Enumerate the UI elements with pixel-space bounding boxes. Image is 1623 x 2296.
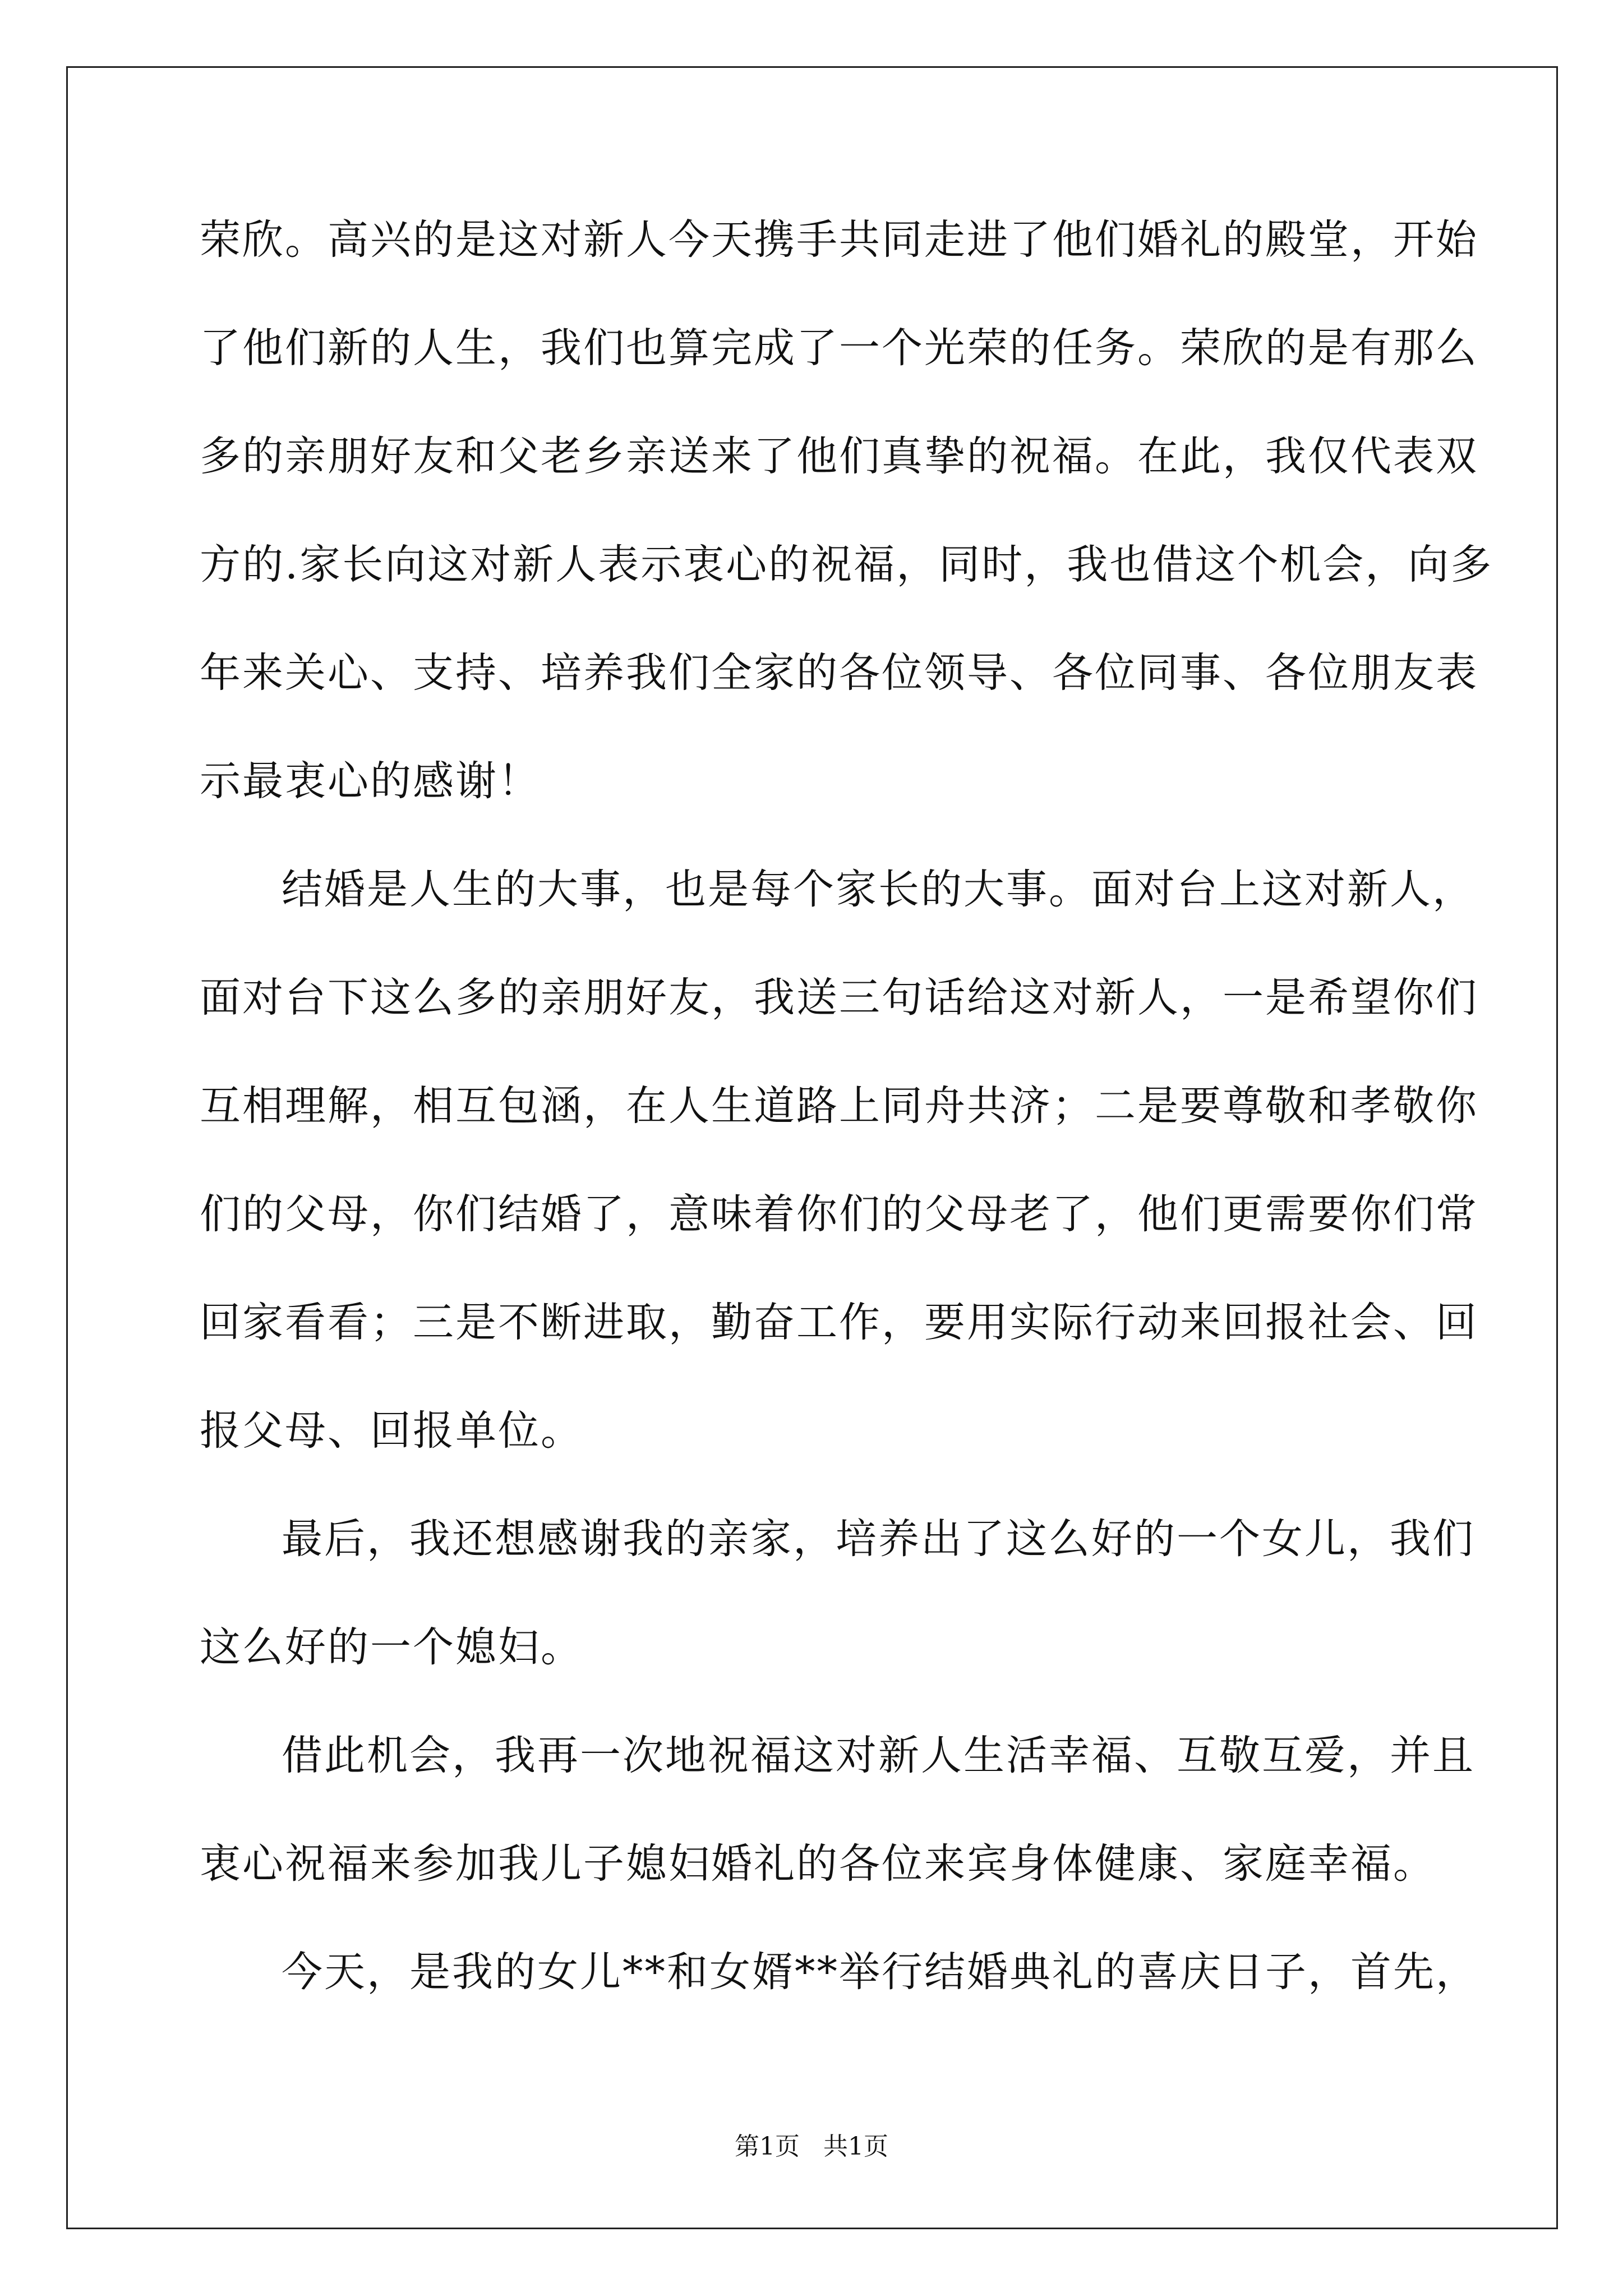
text-line: 衷心祝福来参加我儿子媳妇婚礼的各位来宾身体健康、家庭幸福。 xyxy=(200,1840,1436,1888)
text-line: 年来关心、支持、培养我们全家的各位领导、各位同事、各位朋友表 xyxy=(200,649,1478,697)
paragraph-start-line: 最后，我还想感谢我的亲家，培养出了这么好的一个女儿，我们 xyxy=(282,1515,1475,1563)
paragraph-start-line: 结婚是人生的大事，也是每个家长的大事。面对台上这对新人， xyxy=(282,866,1475,913)
text-line: 这么好的一个媳妇。 xyxy=(200,1623,583,1671)
text-line: 方的.家长向这对新人表示衷心的祝福，同时，我也借这个机会，向多 xyxy=(200,541,1493,588)
text-line: 示最衷心的感谢！ xyxy=(200,757,541,805)
text-line: 荣欣。高兴的是这对新人今天携手共同走进了他们婚礼的殿堂，开始 xyxy=(200,216,1478,264)
text-line: 了他们新的人生，我们也算完成了一个光荣的任务。荣欣的是有那么 xyxy=(200,324,1478,372)
text-line: 们的父母，你们结婚了，意味着你们的父母老了，他们更需要你们常 xyxy=(200,1190,1478,1238)
page-number-footer: 第1页 共1页 xyxy=(735,2132,888,2161)
text-line: 回家看看；三是不断进取，勤奋工作，要用实际行动来回报社会、回 xyxy=(200,1299,1478,1346)
document-body xyxy=(200,216,1493,2058)
text-line: 多的亲朋好友和父老乡亲送来了他们真挚的祝福。在此，我仅代表双 xyxy=(200,432,1478,480)
text-line: 互相理解，相互包涵，在人生道路上同舟共济；二是要尊敬和孝敬你 xyxy=(200,1082,1478,1130)
paragraph-start-line: 今天，是我的女儿**和女婿**举行结婚典礼的喜庆日子，首先， xyxy=(282,1948,1478,1996)
paragraph-start-line: 借此机会，我再一次地祝福这对新人生活幸福、互敬互爱，并且 xyxy=(282,1732,1475,1779)
text-line: 面对台下这么多的亲朋好友，我送三句话给这对新人，一是希望你们 xyxy=(200,974,1478,1022)
text-line: 报父母、回报单位。 xyxy=(200,1407,583,1455)
